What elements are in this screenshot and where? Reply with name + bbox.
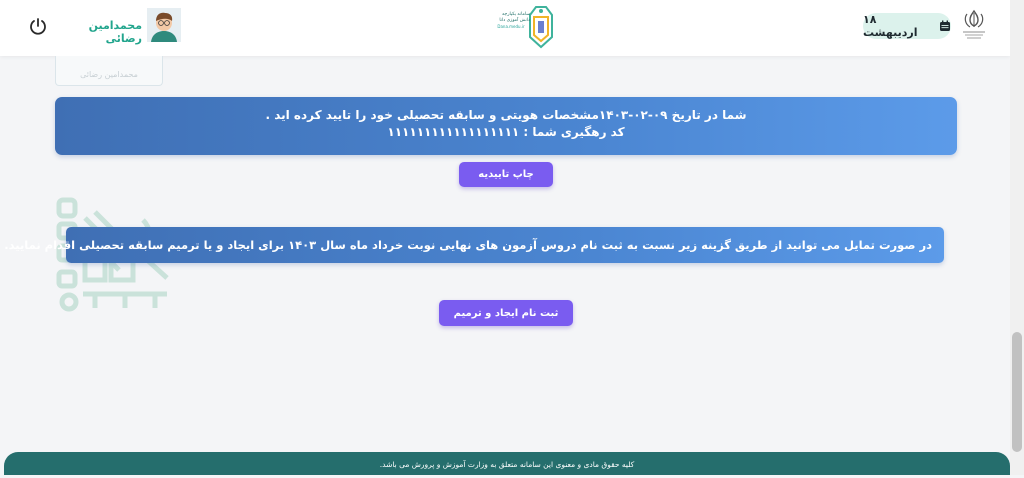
footer	[4, 452, 1010, 475]
date-text: ۱۸ اردیبهشت	[863, 13, 918, 39]
user-name[interactable]: محمدامین رضائی	[88, 19, 142, 45]
scrollbar-thumb[interactable]	[1012, 332, 1022, 452]
date-badge	[863, 13, 951, 39]
logo-text: سامانه یکپارچه دانش آموزی دانا Dana.medu.ir	[497, 12, 530, 29]
calendar-icon	[939, 20, 951, 32]
print-confirmation-button[interactable]: چاپ تاییدیه	[459, 162, 553, 187]
confirmation-message: شما در تاریخ ۰۹-۰۲-۱۴۰۳مشخصات هویتی و سابقه تحصیلی خود را تایید کرده اید .	[265, 108, 747, 122]
page-scrollbar[interactable]	[1010, 0, 1024, 475]
confirmation-banner	[55, 97, 957, 155]
iran-emblem-icon	[958, 8, 990, 42]
user-avatar-icon[interactable]	[147, 8, 181, 42]
register-exam-button[interactable]: ثبت نام ایجاد و ترمیم	[439, 300, 573, 326]
exam-registration-info-banner: در صورت تمایل می توانید از طریق گزینه زیر نسبت به ثبت نام دروس آزمون های نهایی نوبت خرداد ماه سال ۱۴۰۳ برای ایجاد و یا ترمیم سابقه تحصیلی اقدام نمایید.	[66, 227, 944, 263]
copyright-text: کلیه حقوق مادی و معنوی این سامانه متعلق به وزارت آموزش و پرورش می باشد.	[379, 460, 635, 469]
top-header	[0, 0, 1010, 56]
user-menu-stub: محمدامین رضائی	[55, 56, 163, 86]
tracking-code: کد رهگیری شما : ۱۱۱۱۱۱۱۱۱۱۱۱۱۱۱۱۱۱	[387, 125, 625, 139]
power-icon[interactable]	[28, 16, 48, 36]
